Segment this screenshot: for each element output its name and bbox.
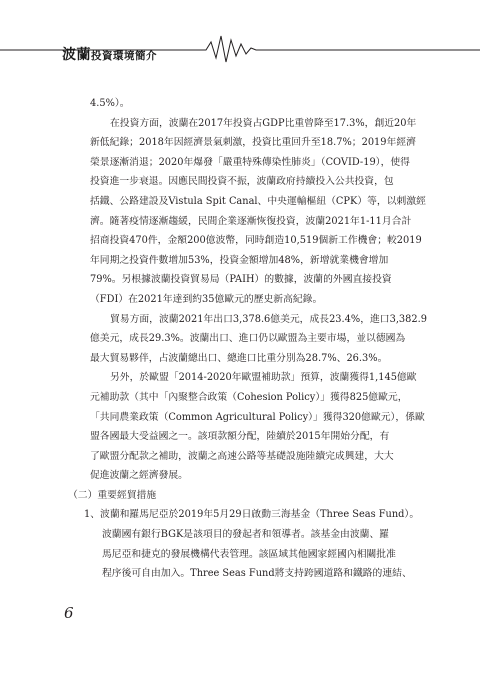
text-line: 促進波蘭之經濟發展。: [90, 470, 188, 482]
body-text: [68, 94, 427, 584]
section-heading: （二）重要經貿措施: [68, 489, 157, 501]
text-line: （FDI）在2021年達到約35億歐元的歷史新高紀錄。: [90, 293, 323, 305]
text-line: 投資進一步衰退。因應民間投資不振，波蘭政府持續投入公共投資，包: [90, 176, 394, 188]
running-header: [0, 0, 480, 70]
text-line: 4.5%）。: [90, 98, 130, 109]
text-line: 另外，於歐盟「2014-2020年歐盟補助款」預算，波蘭獲得1,145億歐: [110, 372, 417, 384]
text-line: 最大貿易夥伴，占波蘭總出口、總進口比重分別為28.7%、26.3%。: [90, 352, 388, 364]
text-line: 招商投資470件，金額200億波幣，同時創造10,519個新工作機會；較2019: [90, 235, 422, 247]
text-line: 在投資方面，波蘭在2017年投資占GDP比重曾降至17.3%，創近20年: [110, 117, 417, 129]
text-line: 榮景逐漸消退；2020年爆發「嚴重特殊傳染性肺炎」（COVID-19），使得: [90, 156, 410, 168]
list-item: 1、波蘭和羅馬尼亞於2019年5月29日啟動三海基金（Three Seas Fund）。: [84, 509, 420, 521]
header-title: [62, 44, 157, 64]
text-line: 貿易方面，波蘭2021年出口3,378.6億美元，成長23.4%，進口3,382.9: [110, 313, 427, 325]
text-line: 「共同農業政策（Common Agricultural Policy）」獲得320億歐元），係歐: [90, 411, 425, 423]
text-line: 括鐵、公路建設及Vistula Spit Canal、中央運輸樞紐（CPK）等，以刺激經: [90, 195, 426, 207]
text-line: 了歐盟分配款之補助，波蘭之高速公路等基礎設施陸續完成興建，大大: [90, 450, 394, 462]
page-number: 6: [64, 604, 74, 622]
text-line: 濟。隨著疫情逐漸趨緩，民間企業逐漸恢復投資，波蘭2021年1-11月合計: [90, 215, 412, 227]
text-line: 波蘭國有銀行BGK是該項目的發起者和領導者。該基金由波蘭、羅: [102, 529, 390, 541]
text-line: 新低紀錄；2018年因經濟景氣刺激，投資比重回升至18.7%；2019年經濟: [90, 137, 416, 149]
header-title-subtitle: 投資環境簡介: [91, 50, 157, 62]
text-line: 程序後可自由加入。Three Seas Fund將支持跨國道路和鐵路的連結、: [102, 568, 412, 580]
text-line: 79%。另根據波蘭投資貿易局（PAIH）的數據，波蘭的外國直接投資: [90, 274, 392, 286]
header-title-country: 波蘭: [62, 47, 91, 63]
text-line: 元補助款（其中「內聚整合政策（Cohesion Policy）」獲得825億歐元，: [90, 391, 408, 403]
text-line: 馬尼亞和捷克的發展機構代表管理。該區域其他國家經國內相關批准: [102, 548, 396, 560]
text-line: 億美元，成長29.3%。波蘭出口、進口仍以歐盟為主要市場，並以德國為: [90, 333, 406, 345]
text-line: 盟各國最大受益國之一。該項款額分配，陸續於2015年開始分配，有: [90, 431, 390, 443]
text-line: 年同期之投資件數增加53%，投資金額增加48%，新增就業機會增加: [90, 254, 389, 266]
